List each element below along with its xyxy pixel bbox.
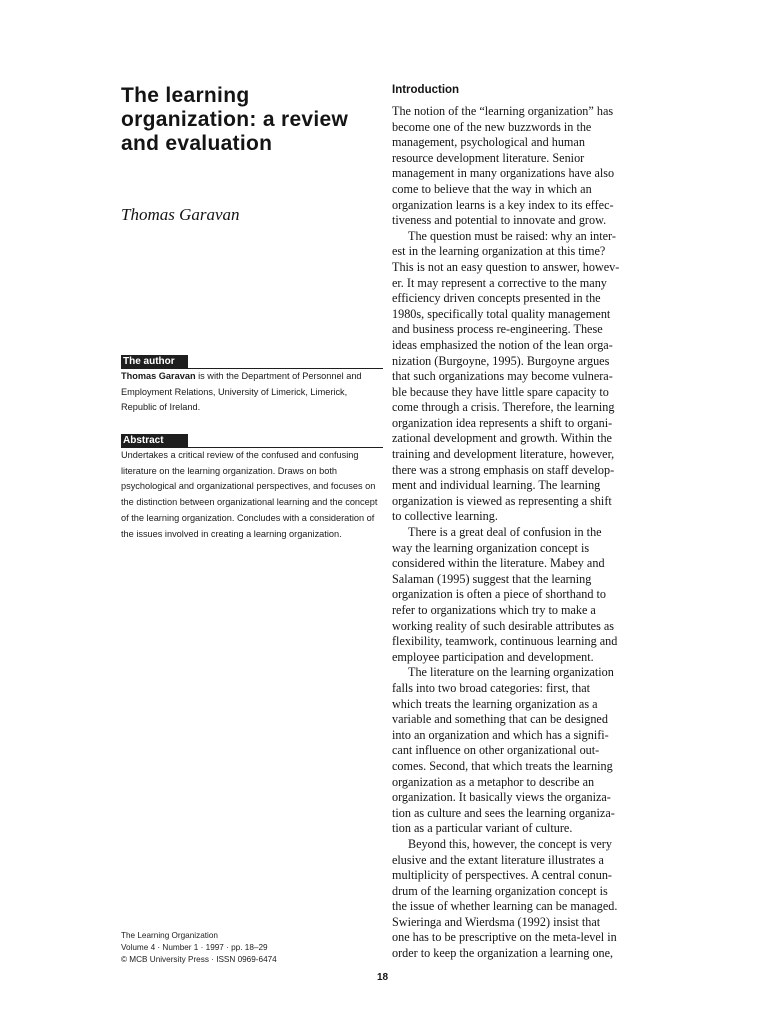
author-box	[121, 351, 383, 416]
body-line: and business process re-engineering. These	[392, 322, 603, 337]
body-line: tion as culture and sees the learning organiza-	[392, 805, 615, 820]
author-box-text	[121, 369, 383, 416]
body-line: ideas emphasized the notion of the lean orga-	[392, 337, 613, 352]
body-line: elusive and the extant literature illustrates a	[392, 852, 604, 867]
journal-footer	[121, 930, 277, 966]
body-line: organization. It basically views the organiza-	[392, 790, 611, 805]
abstract-text: Undertakes a critical review of the confused and confusing literature on the learning organization. Draws on both psychological and organizational perspectives, and focuses on the distinction between organizational learning and the concept of the learning organization. Concludes with a consideration of the issues involved in creating a learning organization.	[121, 450, 378, 539]
body-line: tiveness and potential to innovate and grow.	[392, 213, 607, 228]
body-line: that such organizations may become vulnera-	[392, 369, 613, 384]
title-line: The learning	[121, 84, 250, 107]
body-line: drum of the learning organization concept is	[392, 883, 608, 898]
title-line: organization: a review	[121, 108, 349, 131]
abstract-box-label: Abstract	[121, 434, 188, 448]
body-line: the issue of whether learning can be managed.	[392, 899, 618, 914]
title-line: and evaluation	[121, 132, 273, 155]
author-box-label: The author	[121, 355, 188, 369]
body-line: flexibility, teamwork, continuous learning and	[392, 634, 618, 649]
body-line: The literature on the learning organization	[408, 665, 614, 680]
body-line: organization is often a piece of shorthand to	[392, 587, 607, 602]
body-line: management in many organizations have also	[392, 166, 615, 181]
introduction-text	[392, 104, 650, 962]
author-box-affiliation: is with the Department of Personnel and Employment Relations, University of Limerick, Limerick, Republic of Ireland.	[121, 371, 362, 413]
body-line: Swieringa and Wierdsma (1992) insist that	[392, 914, 601, 929]
body-line: which treats the learning organization as a	[392, 696, 598, 711]
abstract-box	[121, 430, 383, 542]
body-line: variable and something that can be designed	[392, 712, 608, 727]
body-line: ment and individual learning. The learning	[392, 478, 601, 493]
article-title	[121, 84, 381, 156]
body-line: Salaman (1995) suggest that the learning	[392, 571, 592, 586]
body-line: come to believe that the way in which an	[392, 181, 592, 196]
body-line: organization as a metaphor to describe an	[392, 774, 595, 789]
body-line: multiplicity of perspectives. A central conun-	[392, 868, 612, 883]
body-line: refer to organizations which try to make a	[392, 603, 596, 617]
introduction-column	[392, 82, 650, 962]
body-line: The question must be raised: why an inter-	[408, 228, 616, 243]
body-line: organization idea represents a shift to organi-	[392, 415, 613, 430]
body-line: 1980s, specifically total quality management	[392, 306, 611, 321]
body-line: organization is viewed as representing a shift	[392, 493, 612, 508]
body-line: considered within the literature. Mabey and	[392, 556, 605, 571]
body-line: est in the learning organization at this time?	[392, 244, 606, 259]
body-line: nization (Burgoyne, 1995). Burgoyne argues	[392, 353, 610, 368]
body-line: This is not an easy question to answer, howev-	[392, 259, 620, 274]
body-line: There is a great deal of confusion in the	[408, 525, 602, 540]
journal-publisher: © MCB University Press · ISSN 0969-6474	[121, 955, 277, 964]
body-line: way the learning organization concept is	[392, 540, 590, 555]
body-line: there was a strong emphasis on staff develop-	[392, 462, 615, 477]
body-line: come through a crisis. Therefore, the learning	[392, 400, 615, 415]
body-line: ble because they have little spare capacity to	[392, 384, 609, 399]
section-heading: Introduction	[392, 84, 460, 96]
body-line: management, psychological and human	[392, 135, 585, 150]
body-line: tion as a particular variant of culture.	[392, 821, 573, 836]
body-line: become one of the new buzzwords in the	[392, 119, 592, 134]
body-line: one has to be prescriptive on the meta-level in	[392, 930, 617, 945]
body-line: organization learns is a key index to its effec-	[392, 197, 614, 212]
body-line: falls into two broad categories: first, that	[392, 680, 590, 695]
journal-volume: Volume 4 · Number 1 · 1997 · pp. 18–29	[121, 943, 268, 952]
page-number: 18	[377, 972, 389, 983]
body-line: cant influence on other organizational out-	[392, 743, 600, 758]
body-line: comes. Second, that which treats the learning	[392, 758, 613, 773]
body-line: order to keep the organization a learning one,	[392, 946, 614, 961]
body-line: The notion of the “learning organization” has	[392, 104, 614, 118]
body-line: zational development and growth. Within the	[392, 431, 612, 446]
body-line: working reality of such desirable attributes as	[392, 618, 615, 633]
body-line: employee participation and development.	[392, 649, 594, 664]
body-line: training and development literature, however,	[392, 447, 615, 462]
journal-name: The Learning Organization	[121, 931, 218, 940]
title-block	[121, 84, 381, 156]
body-line: er. It may represent a corrective to the many	[392, 275, 607, 290]
body-line: into an organization and which has a signifi-	[392, 727, 609, 742]
body-line: Beyond this, however, the concept is very	[408, 836, 612, 851]
article-author: Thomas Garavan	[121, 205, 240, 224]
author-box-name: Thomas Garavan	[121, 371, 196, 381]
body-line: resource development literature. Senior	[392, 150, 585, 165]
body-line: to collective learning.	[392, 509, 498, 524]
body-line: efficiency driven concepts presented in the	[392, 291, 601, 306]
